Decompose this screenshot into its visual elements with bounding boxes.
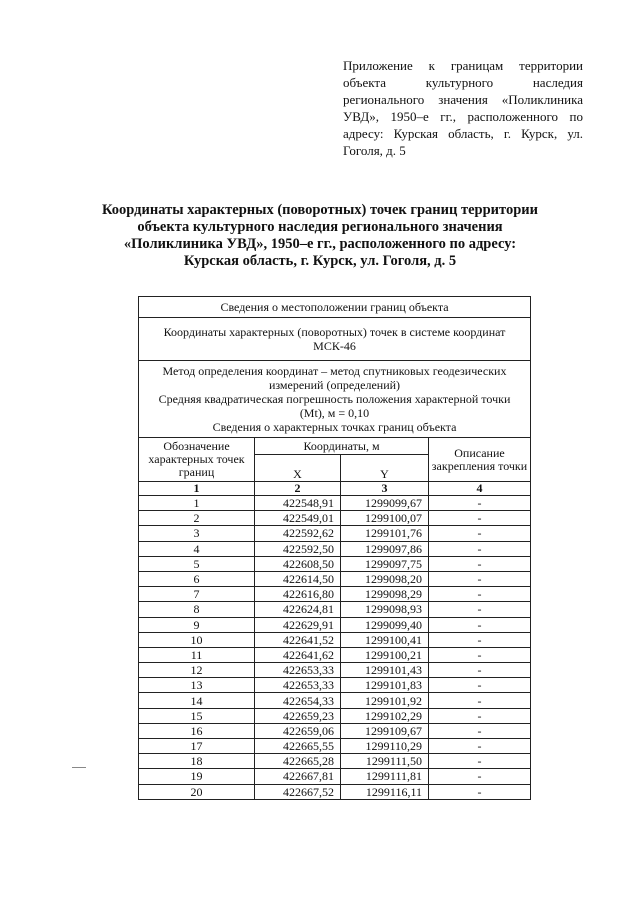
y-coordinate-cell: 1299100,21 — [341, 647, 429, 662]
table-row — [139, 587, 531, 602]
point-number-cell: 15 — [139, 708, 255, 723]
title-line-3: «Поликлиника УВД», 1950–е гг., расположенного по адресу: — [123, 236, 517, 252]
table-row — [139, 663, 531, 678]
x-coordinate-cell: 422665,28 — [255, 754, 341, 769]
description-cell: - — [429, 617, 531, 632]
point-number-cell: 16 — [139, 723, 255, 738]
y-coordinate-cell: 1299102,29 — [341, 708, 429, 723]
y-coordinate-cell: 1299116,11 — [341, 784, 429, 799]
point-number-cell: 1 — [139, 496, 255, 511]
col-point-header: Обозначение характерных точек границ — [139, 438, 255, 482]
point-number-cell: 10 — [139, 632, 255, 647]
description-cell: - — [429, 526, 531, 541]
description-cell: - — [429, 769, 531, 784]
section-coordinate-system: Координаты характерных (поворотных) точек в системе координат МСК-46 — [139, 318, 531, 361]
point-number-cell: 2 — [139, 511, 255, 526]
x-coordinate-cell: 422608,50 — [255, 556, 341, 571]
table-row — [139, 647, 531, 662]
point-number-cell: 5 — [139, 556, 255, 571]
y-coordinate-cell: 1299101,76 — [341, 526, 429, 541]
table-row — [139, 556, 531, 571]
section-method — [139, 361, 531, 438]
point-number-cell: 19 — [139, 769, 255, 784]
col-x-header: X — [255, 455, 341, 482]
y-coordinate-cell: 1299097,75 — [341, 556, 429, 571]
y-coordinate-cell: 1299099,40 — [341, 617, 429, 632]
description-cell: - — [429, 693, 531, 708]
point-number-cell: 7 — [139, 587, 255, 602]
point-number-cell: 6 — [139, 571, 255, 586]
y-coordinate-cell: 1299110,29 — [341, 739, 429, 754]
x-coordinate-cell: 422624,81 — [255, 602, 341, 617]
point-number-cell: 8 — [139, 602, 255, 617]
table-row — [139, 526, 531, 541]
description-cell: - — [429, 587, 531, 602]
point-number-cell: 3 — [139, 526, 255, 541]
x-coordinate-cell: 422641,62 — [255, 647, 341, 662]
table-row — [139, 496, 531, 511]
description-cell: - — [429, 556, 531, 571]
table-row — [139, 739, 531, 754]
coordinates-table — [138, 296, 531, 800]
x-coordinate-cell: 422667,81 — [255, 769, 341, 784]
y-coordinate-cell: 1299101,83 — [341, 678, 429, 693]
col-number-3: 3 — [341, 482, 429, 496]
section-location-header: Сведения о местоположении границ объекта — [139, 297, 531, 318]
y-coordinate-cell: 1299100,07 — [341, 511, 429, 526]
description-cell: - — [429, 496, 531, 511]
table-row — [139, 708, 531, 723]
table-row — [139, 571, 531, 586]
point-number-cell: 18 — [139, 754, 255, 769]
description-cell: - — [429, 571, 531, 586]
x-coordinate-cell: 422548,91 — [255, 496, 341, 511]
description-cell: - — [429, 678, 531, 693]
col-coords-header: Координаты, м — [255, 438, 429, 455]
x-coordinate-cell: 422616,80 — [255, 587, 341, 602]
x-coordinate-cell: 422665,55 — [255, 739, 341, 754]
appendix-note: Приложение к границам территории объекта культурного наследия регионального значения «Поликлиника УВД», 1950–е гг., расположенного по адресу: Курская область, г. Курск, ул. Гоголя, д. 5 — [343, 58, 583, 158]
title-line-1: Координаты характерных (поворотных) точек границ территории — [102, 202, 538, 218]
y-coordinate-cell: 1299097,86 — [341, 541, 429, 556]
table-row — [139, 784, 531, 799]
point-number-cell: 9 — [139, 617, 255, 632]
table-row — [139, 769, 531, 784]
description-cell: - — [429, 541, 531, 556]
x-coordinate-cell: 422667,52 — [255, 784, 341, 799]
table-row — [139, 678, 531, 693]
y-coordinate-cell: 1299109,67 — [341, 723, 429, 738]
x-coordinate-cell: 422653,33 — [255, 663, 341, 678]
x-coordinate-cell: 422641,52 — [255, 632, 341, 647]
x-coordinate-cell: 422659,06 — [255, 723, 341, 738]
table-row — [139, 632, 531, 647]
table-row — [139, 723, 531, 738]
table-row — [139, 602, 531, 617]
point-number-cell: 20 — [139, 784, 255, 799]
error-text: Средняя квадратическая погрешность положения характерной точки (Mt), м = 0,10 — [158, 392, 511, 420]
title-line-2: объекта культурного наследия регионального значения — [137, 219, 503, 235]
table-row — [139, 541, 531, 556]
description-cell: - — [429, 739, 531, 754]
point-number-cell: 17 — [139, 739, 255, 754]
description-cell: - — [429, 511, 531, 526]
description-cell: - — [429, 708, 531, 723]
table-row — [139, 511, 531, 526]
x-coordinate-cell: 422654,33 — [255, 693, 341, 708]
description-cell: - — [429, 647, 531, 662]
col-y-header: Y — [341, 455, 429, 482]
point-number-cell: 14 — [139, 693, 255, 708]
point-number-cell: 12 — [139, 663, 255, 678]
description-cell: - — [429, 784, 531, 799]
y-coordinate-cell: 1299100,41 — [341, 632, 429, 647]
y-coordinate-cell: 1299101,92 — [341, 693, 429, 708]
description-cell: - — [429, 754, 531, 769]
document-title — [60, 202, 580, 270]
x-coordinate-cell: 422629,91 — [255, 617, 341, 632]
col-desc-header: Описание закрепления точки — [429, 438, 531, 482]
y-coordinate-cell: 1299111,50 — [341, 754, 429, 769]
section-points-header: Сведения о характерных точках границ объекта — [212, 420, 457, 434]
y-coordinate-cell: 1299098,93 — [341, 602, 429, 617]
point-number-cell: 13 — [139, 678, 255, 693]
description-cell: - — [429, 602, 531, 617]
table-row — [139, 693, 531, 708]
method-text: Метод определения координат – метод спутниковых геодезических измерений (определений) — [162, 364, 507, 392]
x-coordinate-cell: 422592,62 — [255, 526, 341, 541]
point-number-cell: 11 — [139, 647, 255, 662]
point-number-cell: 4 — [139, 541, 255, 556]
x-coordinate-cell: 422614,50 — [255, 571, 341, 586]
col-number-2: 2 — [255, 482, 341, 496]
x-coordinate-cell: 422653,33 — [255, 678, 341, 693]
description-cell: - — [429, 632, 531, 647]
description-cell: - — [429, 663, 531, 678]
col-number-1: 1 — [139, 482, 255, 496]
y-coordinate-cell: 1299098,20 — [341, 571, 429, 586]
y-coordinate-cell: 1299101,43 — [341, 663, 429, 678]
table-row — [139, 754, 531, 769]
x-coordinate-cell: 422592,50 — [255, 541, 341, 556]
x-coordinate-cell: 422549,01 — [255, 511, 341, 526]
col-number-4: 4 — [429, 482, 531, 496]
y-coordinate-cell: 1299111,81 — [341, 769, 429, 784]
x-coordinate-cell: 422659,23 — [255, 708, 341, 723]
y-coordinate-cell: 1299098,29 — [341, 587, 429, 602]
table-row — [139, 617, 531, 632]
y-coordinate-cell: 1299099,67 — [341, 496, 429, 511]
title-line-4: Курская область, г. Курск, ул. Гоголя, д. 5 — [183, 253, 457, 269]
margin-mark — [72, 767, 86, 768]
description-cell: - — [429, 723, 531, 738]
